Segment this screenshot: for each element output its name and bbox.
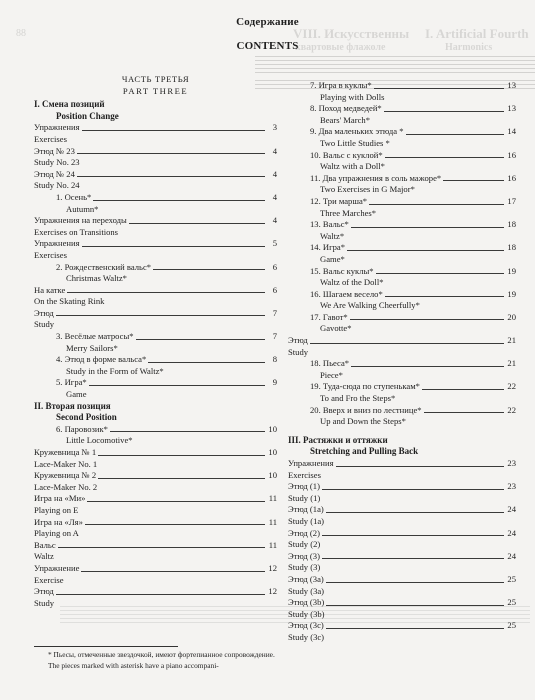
toc-page-number: 19: [507, 288, 516, 299]
toc-entry-translation: Study (2): [288, 539, 321, 550]
toc-entry: [288, 266, 516, 278]
toc-entry-translation: Merry Sailors*: [66, 342, 118, 353]
toc-entry: [34, 122, 277, 134]
toc-entry-translation: Lace-Maker No. 1: [34, 458, 98, 469]
toc-page-number: 7: [272, 331, 277, 342]
toc-entry: [288, 335, 516, 347]
toc-entry-title: Упражнения: [34, 238, 80, 249]
toc-entry: [288, 551, 516, 563]
section-heading-en: Second Position: [56, 412, 117, 423]
toc-entry-title: 13. Вальс*: [310, 219, 349, 230]
toc-entry: [288, 219, 516, 231]
toc-entry-translation: Gavotte*: [320, 323, 352, 334]
toc-page-number: 22: [507, 381, 516, 392]
toc-entry-title: Упражнения на переходы: [34, 215, 127, 226]
toc-entry-title: 5. Игра*: [56, 377, 87, 388]
contents-left-column: [34, 70, 277, 609]
toc-page-number: 12: [268, 562, 277, 573]
toc-entry: [288, 504, 516, 516]
toc-page-number: 7: [272, 307, 277, 318]
section-heading-en: Position Change: [56, 110, 119, 121]
toc-entry-title: 14. Игра*: [310, 242, 346, 253]
toc-entry-title: Этюд: [288, 335, 308, 346]
toc-entry-title: 17. Гавот*: [310, 311, 348, 322]
toc-entry-title: Этюд: [34, 307, 54, 318]
toc-entry-title: 18. Пьеса*: [310, 358, 350, 369]
toc-leader-line: [93, 200, 265, 201]
toc-entry-translation: Playing on E: [34, 504, 79, 515]
toc-entry-title: Игра на «Ля»: [34, 516, 83, 527]
toc-page-number: 21: [507, 335, 516, 346]
toc-entry-translation: On the Skating Rink: [34, 296, 105, 307]
toc-entry-translation: Study (1): [288, 492, 321, 503]
toc-entry: [288, 126, 516, 138]
toc-leader-line: [67, 292, 265, 293]
toc-entry: [288, 481, 516, 493]
toc-entry-translation: Exercises: [34, 133, 67, 144]
toc-page-number: 4: [272, 215, 277, 226]
toc-leader-line: [326, 582, 504, 583]
toc-entry: [34, 238, 277, 250]
toc-entry: [34, 192, 277, 204]
toc-entry-translation: Study No. 23: [34, 157, 80, 168]
toc-page-number: 10: [268, 447, 277, 457]
toc-entry: [288, 150, 516, 162]
toc-entry-translation: Two Little Studies *: [320, 137, 390, 148]
toc-entry-title: 16. Шагаем весело*: [310, 288, 383, 299]
toc-page-number: 14: [507, 126, 516, 137]
toc-page-number: 9: [272, 377, 277, 388]
toc-entry-title: На катке: [34, 284, 66, 295]
toc-entry-translation: Bears' March*: [320, 114, 370, 125]
toc-entry-translation: Waltz with a Doll*: [320, 161, 385, 172]
toc-entry-translation: Exercises: [288, 469, 321, 480]
toc-leader-line: [153, 269, 265, 270]
toc-leader-line: [56, 594, 265, 595]
toc-entry-translation: Autumn*: [66, 203, 99, 214]
toc-leader-line: [322, 535, 504, 536]
toc-leader-line: [347, 250, 504, 251]
toc-entry: [34, 331, 277, 343]
toc-entry: [34, 470, 277, 482]
toc-entry-title: Вальс: [34, 539, 56, 550]
toc-leader-line: [82, 246, 265, 247]
toc-leader-line: [326, 628, 504, 629]
toc-entry: [34, 354, 277, 366]
footnote-rule: [34, 646, 178, 647]
bleed-sub-right: Harmonics: [445, 42, 493, 53]
toc-entry-translation: Exercise: [34, 574, 64, 585]
toc-page-number: 13: [507, 103, 516, 114]
toc-entry-translation: Exercises: [34, 249, 67, 260]
toc-entry: [34, 146, 277, 158]
toc-entry: [34, 447, 277, 459]
toc-entry-title: 9. Два маленьких этюда *: [310, 126, 404, 137]
toc-page-number: 11: [268, 539, 277, 550]
toc-page-number: 18: [507, 242, 516, 253]
toc-page-number: 19: [507, 265, 516, 276]
toc-leader-line: [77, 176, 265, 177]
toc-page-number: 10: [268, 470, 277, 481]
toc-page-number: 11: [268, 493, 277, 504]
toc-entry-title: Кружевница № 2: [34, 470, 97, 481]
toc-page-number: 18: [507, 219, 516, 230]
toc-entry: [288, 381, 516, 393]
toc-entry-translation: Little Locomotive*: [66, 435, 133, 446]
toc-entry-title: 3. Весёлые матросы*: [56, 331, 134, 342]
toc-entry-translation: Two Exercises in G Major*: [320, 184, 415, 195]
toc-entry-title: Упражнение: [34, 562, 80, 573]
toc-leader-line: [385, 296, 504, 297]
toc-entry: [34, 517, 277, 529]
toc-page-number: 6: [272, 284, 277, 295]
toc-entry-title: 8. Поход медведей*: [310, 103, 382, 114]
toc-page-number: 25: [507, 597, 516, 608]
toc-entry-title: 7. Игра в куклы*: [310, 80, 372, 90]
toc-page-number: 22: [507, 404, 516, 415]
toc-leader-line: [110, 431, 265, 432]
toc-entry: [288, 103, 516, 115]
toc-leader-line: [422, 389, 504, 390]
part-heading-ru: ЧАСТЬ ТРЕТЬЯ: [121, 74, 190, 84]
toc-leader-line: [98, 455, 265, 456]
toc-entry: [34, 169, 277, 181]
toc-page-number: 24: [507, 527, 516, 538]
toc-entry: [288, 242, 516, 254]
toc-entry-title: 2. Рождественский вальс*: [56, 261, 152, 272]
toc-entry: [288, 80, 516, 92]
toc-entry: [288, 312, 516, 324]
toc-entry-title: Этюд (1): [288, 481, 320, 492]
toc-list: [34, 424, 277, 610]
toc-leader-line: [148, 362, 265, 363]
toc-leader-line: [326, 512, 504, 513]
footnote: [34, 650, 504, 671]
toc-page-number: 8: [272, 354, 277, 365]
toc-leader-line: [85, 524, 265, 525]
toc-leader-line: [98, 478, 265, 479]
toc-entry: [34, 586, 277, 598]
toc-page-number: 25: [507, 620, 516, 631]
section-heading-ru: III. Растяжки и оттяжки: [288, 434, 388, 445]
toc-list: [34, 122, 277, 400]
toc-entry-translation: Piece*: [320, 369, 343, 380]
toc-entry: [288, 458, 516, 470]
toc-entry-title: Этюд (3): [288, 550, 320, 561]
toc-entry-translation: Game*: [320, 253, 345, 264]
toc-entry: [34, 540, 277, 552]
toc-leader-line: [129, 223, 265, 224]
toc-entry-translation: Waltz: [34, 551, 54, 562]
toc-leader-line: [322, 489, 504, 490]
toc-entry-title: 20. Вверх и вниз по лестнице*: [310, 404, 422, 415]
toc-entry-title: Этюд (1а): [288, 504, 324, 515]
toc-entry-translation: Study: [34, 597, 55, 608]
toc-page-number: 12: [268, 586, 277, 597]
toc-entry-translation: Game: [66, 389, 87, 400]
toc-leader-line: [369, 204, 504, 205]
contents-right-column: [288, 80, 516, 644]
toc-entry: [34, 563, 277, 575]
toc-entry-translation: Waltz of the Doll*: [320, 277, 384, 288]
toc-leader-line: [350, 319, 504, 320]
toc-page-number: 23: [507, 458, 516, 468]
part-heading-en: PART THREE: [122, 85, 189, 96]
toc-entry-translation: Study: [288, 346, 309, 357]
toc-entry-translation: Study (3b): [288, 608, 325, 619]
toc-entry-title: Этюд № 24: [34, 168, 75, 179]
toc-entry: [288, 405, 516, 417]
bleed-page-number: 88: [16, 28, 26, 39]
footnote-ru: * Пьесы, отмеченные звездочкой, имеют фортепианное сопровождение.: [48, 650, 275, 659]
toc-entry-translation: Waltz*: [320, 230, 345, 241]
toc-entry-translation: Playing on A: [34, 528, 79, 539]
toc-page-number: 4: [272, 168, 277, 179]
toc-entry: [288, 173, 516, 185]
toc-entry: [288, 289, 516, 301]
toc-leader-line: [56, 315, 265, 316]
toc-entry-translation: Up and Down the Steps*: [320, 416, 406, 427]
toc-entry: [288, 528, 516, 540]
toc-page-number: 25: [507, 573, 516, 584]
toc-entry-title: 4. Этюд в форме вальса*: [56, 354, 147, 365]
toc-leader-line: [82, 130, 265, 131]
toc-leader-line: [136, 339, 265, 340]
toc-entry: [288, 597, 516, 609]
toc-leader-line: [351, 366, 504, 367]
page-title-ru: Содержание: [236, 16, 299, 28]
toc-entry-translation: Playing with Dolls: [320, 91, 385, 102]
toc-entry-translation: We Are Walking Cheerfully*: [320, 300, 420, 311]
toc-entry-title: Этюд: [34, 586, 54, 597]
toc-entry-title: Этюд (3c): [288, 620, 324, 631]
toc-entry: [34, 377, 277, 389]
toc-leader-line: [81, 571, 265, 572]
toc-leader-line: [58, 547, 265, 548]
toc-leader-line: [89, 385, 265, 386]
toc-page-number: 20: [507, 311, 516, 322]
toc-entry-title: Этюд (3а): [288, 573, 324, 584]
toc-entry-translation: Study: [34, 319, 55, 330]
toc-page-number: 5: [272, 238, 277, 249]
bleed-sub-left: квартовые флажоле: [295, 42, 386, 53]
toc-entry-translation: Study in the Form of Waltz*: [66, 365, 164, 376]
toc-entry: [288, 574, 516, 586]
toc-list: [288, 458, 516, 644]
section-heading-ru: II. Вторая позиция: [34, 400, 111, 411]
bleed-heading-right: I. Artificial Fourth: [425, 26, 529, 41]
toc-leader-line: [87, 501, 265, 502]
toc-leader-line: [376, 273, 504, 274]
toc-entry-translation: Lace-Maker No. 2: [34, 481, 98, 492]
toc-entry: [288, 358, 516, 370]
toc-entry: [34, 424, 277, 436]
toc-page-number: 13: [507, 80, 516, 90]
toc-leader-line: [406, 134, 504, 135]
toc-page-number: 11: [268, 516, 277, 527]
toc-entry: [34, 285, 277, 297]
page-title-en: CONTENTS: [236, 40, 299, 52]
toc-leader-line: [374, 88, 504, 89]
toc-leader-line: [424, 412, 504, 413]
toc-entry-title: Этюд (3b): [288, 597, 325, 608]
toc-entry-title: 12. Три марша*: [310, 195, 368, 206]
toc-entry-title: Этюд (2): [288, 527, 320, 538]
toc-page-number: 4: [272, 145, 277, 156]
toc-entry-translation: To and Fro the Steps*: [320, 393, 396, 404]
toc-leader-line: [336, 466, 504, 467]
toc-page-number: 21: [507, 358, 516, 369]
toc-entry-title: 1. Осень*: [56, 191, 92, 202]
toc-entry-title: 11. Два упражнения в соль мажоре*: [310, 172, 442, 183]
toc-leader-line: [322, 558, 504, 559]
toc-entry-title: 15. Вальс куклы*: [310, 265, 374, 276]
toc-leader-line: [351, 227, 504, 228]
toc-entry: [34, 308, 277, 320]
toc-entry-title: Кружевница № 1: [34, 447, 97, 457]
toc-entry-title: Игра на «Ми»: [34, 493, 86, 504]
toc-entry-title: 10. Вальс с куклой*: [310, 149, 383, 160]
toc-list: [288, 80, 516, 428]
toc-leader-line: [77, 153, 265, 154]
toc-entry-title: 6. Паровозик*: [56, 423, 108, 434]
toc-entry: [34, 262, 277, 274]
toc-page-number: 24: [507, 504, 516, 515]
toc-page-number: 4: [272, 191, 277, 202]
toc-entry: [34, 215, 277, 227]
footnote-en: The pieces marked with asterisk have a piano accompani-: [48, 660, 219, 670]
toc-entry-translation: Study (3а): [288, 585, 325, 596]
toc-entry-translation: Three Marches*: [320, 207, 377, 218]
toc-entry-title: Упражнения: [34, 122, 80, 133]
toc-leader-line: [326, 605, 504, 606]
bleed-heading-left: VIII. Искусственны: [293, 26, 410, 41]
section-heading-ru: I. Смена позиций: [34, 99, 105, 110]
section-heading-en: Stretching and Pulling Back: [310, 446, 419, 457]
toc-entry: [34, 493, 277, 505]
toc-page-number: 3: [272, 122, 277, 133]
toc-leader-line: [385, 157, 504, 158]
toc-leader-line: [384, 111, 504, 112]
toc-entry-translation: Study (1а): [288, 515, 325, 526]
toc-page-number: 16: [507, 149, 516, 160]
toc-page-number: 17: [507, 195, 516, 206]
toc-entry: [288, 196, 516, 208]
toc-leader-line: [310, 343, 504, 344]
toc-entry-translation: Exercises on Transitions: [34, 226, 119, 237]
toc-entry-title: Этюд № 23: [34, 145, 75, 156]
toc-leader-line: [443, 180, 504, 181]
toc-entry-translation: Study (3): [288, 562, 321, 573]
toc-page-number: 24: [507, 550, 516, 561]
toc-entry-translation: Study No. 24: [34, 180, 80, 191]
toc-entry-title: 19. Туда-сюда по ступенькам*: [310, 381, 420, 392]
toc-page-number: 10: [268, 423, 277, 434]
toc-entry-translation: Christmas Waltz*: [66, 273, 127, 284]
toc-page-number: 6: [272, 261, 277, 272]
toc-entry-title: Упражнения: [288, 458, 334, 468]
toc-page-number: 16: [507, 172, 516, 183]
toc-entry-translation: Study (3c): [288, 631, 325, 642]
toc-page-number: 23: [507, 481, 516, 492]
toc-entry: [288, 620, 516, 632]
